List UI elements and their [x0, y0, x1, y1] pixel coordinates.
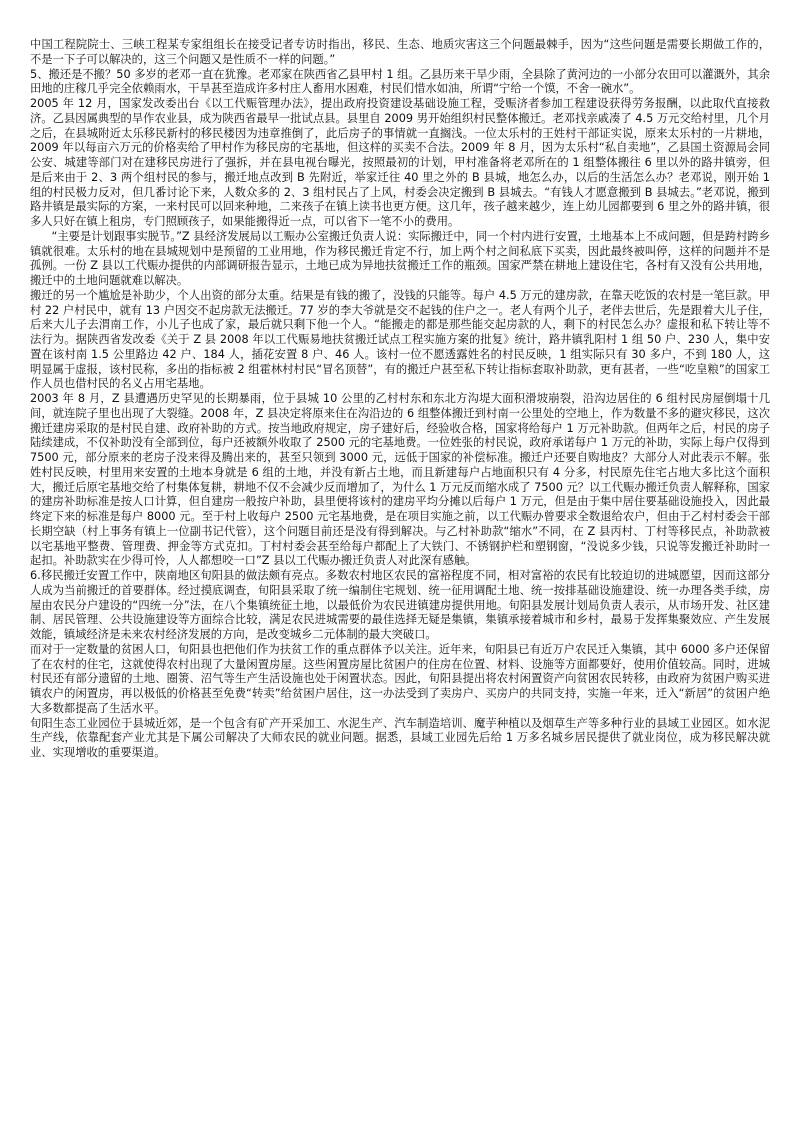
paragraph-relocation-history: 2005 年 12 月，国家发改委出台《以工代赈管理办法》，提出政府投资建设基础设施工程，受赈济者参加工程建设获得劳务报酬，以此取代直接救济。乙县因属典型的旱作农业县，成为陕西省最早一批试点县。县里自 2009 男开始组织村民整体搬迁。老邓找亲戚凑了 4.5 万元交给村里，几个月之后，在县城附近太乐移民新村的移民楼因为违章推倒了，此后房子的事情就一直搁浅。一位太乐村的王姓村干部证实说，原来太乐村的一片耕地，2009 年以每亩六万元的价格卖给了甲村作为移民房的宅基地，但这样的买卖不合法。2009 年 8 月，因为太乐村“私自卖地”，乙县国土资源局会同公安、城建等部门对在建移民房进行了强拆，并在县电视台曝光，按照最初的计划，甲村准备将老邓所在的 1 组整体搬往 6 里以外的路井镇旁，但是后来由于 2、3 两个组村民的参与，搬迁地点改到 B 先附近，举家迁往 40 里之外的 B 县城，地怎么办，以后的生活怎么办？老邓说，刚开始 1 组的村民极力反对，但几番讨论下来，人数众多的 2、3 组村民占了上风，村委会决定搬到 B 县城去。“有钱人才愿意搬到 B 县城去。”老邓说，搬到路井镇是最实际的方案，一来村民可以回来种地，二来孩子在镇上读书也更方便。这几年，孩子越来越少，连上幼儿园都要到 6 里之外的路井镇，很多人只好在镇上租房，专门照顾孩子，如果能搬得近一点，可以省下一笔不小的费用。	[30, 97, 770, 228]
paragraph-plan-mismatch: “主要是计划跟事实脱节。”Z 县经济发展局以工赈办公室搬迁负责人说：实际搬迁中，同一个村内进行安置，土地基本上不成问题，但是跨村跨乡镇就很难。太乐村的地在县城规划中是预留的工业用地，作为移民搬迁肯定不行，加上两个村之间私底下买卖，因此最终被叫停，这样的问题并不是孤例。一份 Z 县以工代赈办提供的内部调研报告显示，土地已成为异地扶贫搬迁工作的瓶颈。国家严禁在耕地上建设住宅，各村有又没有公共用地，搬迁中的土地问题就难以解决。	[30, 229, 770, 287]
paragraph-industrial-park: 旬阳生态工业园位于县城近郊，是一个包含有矿产开采加工、水泥生产、汽车制造培训、魔芋种植以及烟草生产等多种行业的县域工业园区。如水泥生产线，依靠配套产业尤其是下属公司解决了大师农民的就业问题。据悉，县域工业园先后给 1 万多名城乡居民提供了就业岗位，成为移民解决就业、实现增收的重要渠道。	[30, 716, 770, 759]
paragraph-expert-quote: 中国工程院院士、三峡工程某专家组组长在接受记者专访时指出，移民、生态、地质灾害这三个问题最棘手，因为“这些问题是需要长期做工作的，不是一下子可以解决的，这三个问题又是性质不一样的问题。”	[30, 38, 770, 66]
paragraph-poor-households: 而对于一定数量的贫困人口，旬阳县也把他们作为扶贫工作的重点群体予以关注。近年来，旬阳县已有近万户农民迁入集镇，其中 6000 多户还保留了在农村的住宅，这就使得农村出现了大量闲置房屋。这些闲置房屋比贫困户的住房在位置、材料、设施等方面都要好，使用价值较高。同时，进城村民还有部分遗留的土地、圈箦、沼气等生产生活设施也处于闲置状态。因此，旬阳县提出将农村闲置资产向贫困农民转移，由政府为贫困户购买进镇农户的闲置房，再以极低的价格甚至免费“转卖”给贫困户居住，这一办法受到了卖房户、买房户的共同支持，实施一年来，迁入“新居”的贫困户绝大多数都提高了生活水平。	[30, 642, 770, 715]
paragraph-section-6: 6.移民搬迁安置工作中，陕南地区旬阳县的做法颇有亮点。多数农村地区农民的富裕程度不同，相对富裕的农民有比较迫切的进城愿望，因而这部分人成为当前搬迁的首要群体。经过摸底调查，旬阳县采取了统一编制住宅规划、统一征用调配土地、统一按排基础设施建设、统一办理各类手续，房屋由农民分户建设的“四统一分”法，在八个集镇统征土地，以最低价为农民进镇建房提供用地。旬阳县发展计划局负责人表示，从市场开发、社区建制、居民管理、公共设施建设等方面综合比较，满足农民进城需要的最佳选择无疑是集镇，集镇承接着城市和乡村，最易于发挥集聚效应、产生发展效能，镇域经济是未来农村经济发展的方向，是改变城乡二元体制的最大突破口。	[30, 569, 770, 641]
paragraph-section-5: 5、搬还是不搬？50 多岁的老邓一直在犹豫。老邓家在陕西省乙县甲村 1 组。乙县历来干旱少雨，全县除了黄河边的一小部分农田可以灌溉外，其余田地的庄稼几乎完全依赖雨水，干旱甚至造成许多村庄人畜用水困难，村民们惜水如油，所谓“宁给一个馍，不舍一碗水”。	[30, 67, 770, 96]
document-page	[30, 38, 770, 761]
paragraph-landslide-resettlement: 2003 年 8 月，Z 县遭遇历史罕见的长期暴雨，位于县城 10 公里的乙村村东和东北方沟堤大面积滑坡崩裂，沿沟边居住的 6 组村民房屋倒塌十几间，就连院子里也出现了大裂缝。2008 年，Z 县决定将原来住在沟沿边的 6 组整体搬迁到村南一公里处的空地上，作为数量不多的避灾移民，这次搬迁建房采取的是村民自建、政府补助的方式。按当地政府规定，房子建好后，经验收合格，国家将给每户 1 万元补助款。但两年之后，村民的房子陆续建成，不仅补助没有全部到位，每户还被额外收取了 2500 元的宅基地费。一位姓张的村民说，政府承诺每户 1 万元的补助，实际上每户仅得到 7500 元，部分原来的老房子没来得及腾出来的，甚至只领到 3000 元，远低于国家的补偿标准。搬迁户还要自购地皮？大部分人对此表示不解。张姓村民反映，村里用来安置的土地本身就是 6 组的土地，并没有新占土地，而且新建每户占地面积只有 4 分多，村民原先住宅占地大多比这个面积大，搬迁后原宅基地交给了村集体复耕，耕地不仅不会减少反而增加了，为什么 1 万元反而缩水成了 7500 元？以工代赈办搬迁负责人解释称，国家的建房补助标准是按人口计算，但自建房一般按户补助，县里便将该村的建房平均分摊以后每户 1 万元，但是由于集中居住要基础设施投入，因此最终定下来的标准是每户 8000 元。至于村上收每户 2500 元宅基地费，是在项目实施之前，以工代赈办曾要求全数退给农户，但由于乙村村委会干部长期空缺（村上事务有镇上一位副书记代管），这个问题目前还是没有得到解决。与乙村补助款“缩水”不同，在 Z 县丙村、丁村等移民点，补助款被以宅基地平整费、管理费、押金等方式克扣。丁村村委会甚至给每户都配上了大铁门、不锈钢护栏和塑钢窗，“没说多少钱，只说等发搬迁补助时一起扣。补助款实在少得可怜，人人都想咬一口”Z 县以工代赈办搬迁负责人对此深有感触。	[30, 392, 770, 568]
paragraph-subsidy-shortfall: 搬迁的另一个尴尬是补助少，个人出资的部分太重。结果是有钱的搬了，没钱的只能等。每户 4.5 万元的建房款，在靠天吃饭的农村是一笔巨款。甲村 22 户村民中，就有 13 户因交不起房款无法搬迁。77 岁的李大爷就是交不起钱的住户之一。老人有两个儿子，老伴去世后，先是跟着大儿子住，后来大儿子去渭南工作，小儿子也成了家，最后就只剩下他一个人。“能搬走的都是那些能交起房款的人，剩下的村民怎么办？虚报和私下转让等不法行为。据陕西省发改委《关于 Z 县 2008 年以工代赈易地扶贫搬迁试点工程实施方案的批复》统计，路井镇乳阳村 1 组 50 户、230 人，集中安置在该村南 1.5 公里路边 42 户、184 人，插花安置 8 户、46 人。该村一位不愿透露姓名的村民反映，1 组实际只有 30 多户，不到 180 人，这明显属于虚报，该村民称，多出的指标被 2 组霍林村村民“冒名顶替”，有的搬迁户甚至私下转让指标套取补助款，更有甚者，一些“吃皇粮”的国家工作人员也借村民的名义占用宅基地。	[30, 288, 770, 391]
